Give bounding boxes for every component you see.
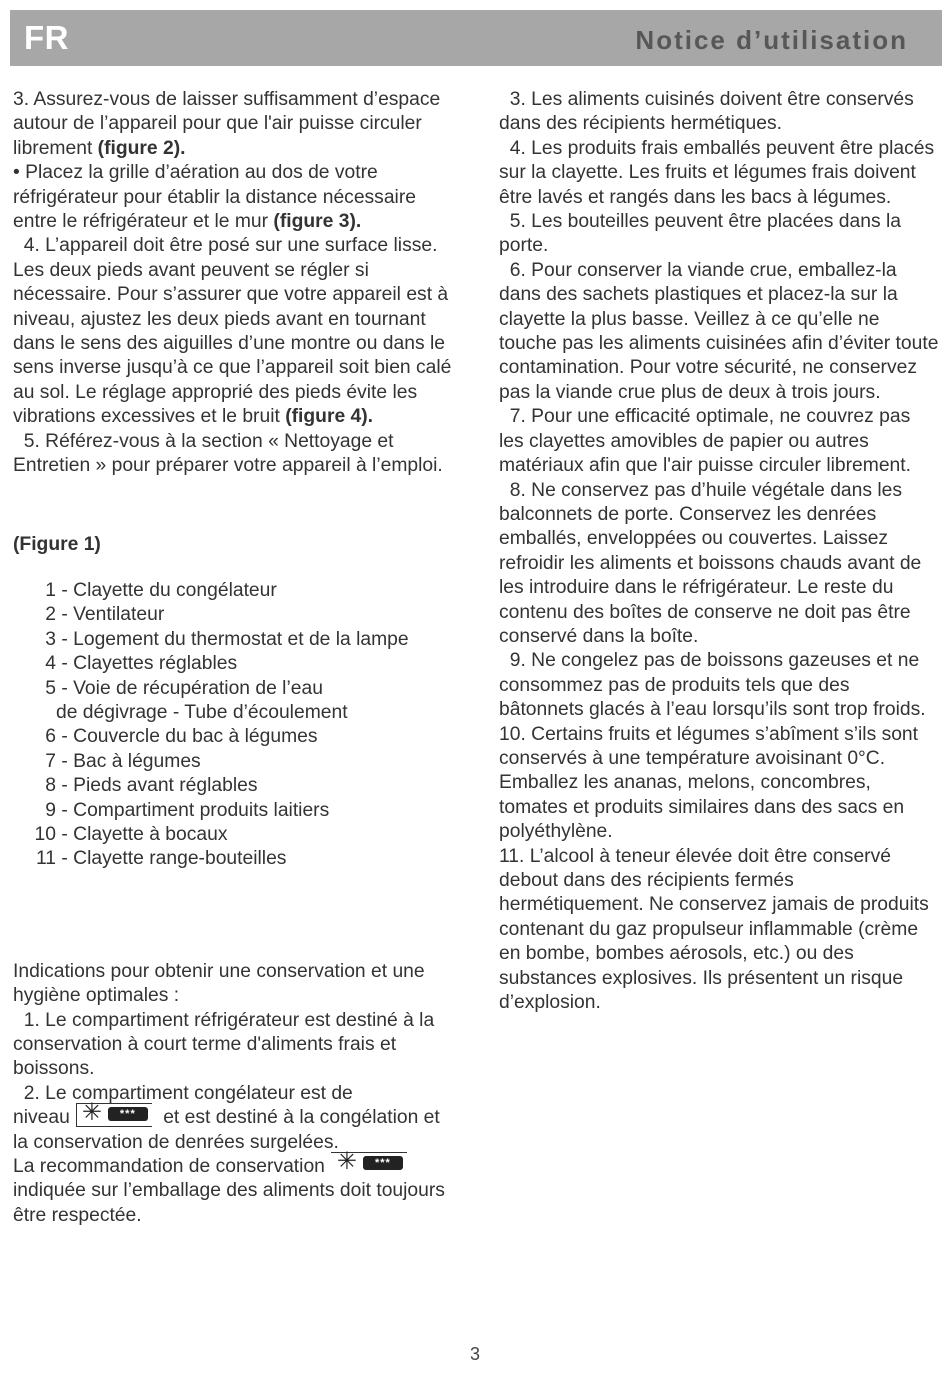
figure-ref: (figure 2). (97, 137, 186, 159)
right-column (499, 88, 939, 1015)
indication-3: La recommandation de conservation ✳ *** indiquée sur l’emballage des aliments doit toujours être respectée. (13, 1147, 445, 1226)
paragraph-9: 9. Ne congelez pas de boissons gazeuses et ne consommez pas de produits tels que des bâtonnets glacés à l’eau lorsqu’ils sont trop froids. (499, 650, 926, 721)
legend-item: 8 - Pieds avant réglables (45, 775, 258, 797)
page-number: 3 (469, 1344, 480, 1364)
legend-item: 10 - Clayette à bocaux (34, 823, 228, 845)
paragraph-3: 3. Les aliments cuisinés doivent être conservés dans des récipients hermétiques. (499, 89, 914, 135)
figure-legend (13, 579, 453, 872)
freezer-star-rating-icon: ✳ *** (76, 1103, 152, 1127)
paragraph-nettoyage: 5. Référez-vous à la section « Nettoyage et Entretien » pour préparer votre appareil à l’emploi. (13, 430, 443, 477)
paragraph-ventilation: 3. Assurez-vous de laisser suffisamment d’espace autour de l’appareil pour que l'air puisse circuler librement (figure 2). (13, 89, 441, 159)
indication-1: 1. Le compartiment réfrigérateur est destiné à la conservation à court terme d'aliments frais et boissons. (13, 1009, 435, 1080)
legend-item: 2 - Ventilateur (45, 604, 165, 626)
legend-item: 9 - Compartiment produits laitiers (45, 799, 330, 821)
legend-item-continued: de dégivrage - Tube d’écoulement (56, 701, 348, 723)
indication-2: 2. Le compartiment congélateur est de niveau ✳ *** et est destiné à la congélation et la conservation de denrées surgelées. (13, 1082, 440, 1153)
paragraph-10: 10. Certains fruits et légumes s’abîment s’ils sont conservés à une température avoisinant 0°C. Emballez les ananas, melons, concombres, tomates et produits similaires dans des sacs en polyéthylène. (499, 723, 919, 843)
legend-item: 6 - Couvercle du bac à légumes (45, 726, 318, 748)
paragraph-4: 4. Les produits frais emballés peuvent être placés sur la clayette. Les fruits et légumes frais doivent être lavés et rangés dans les bacs à légumes. (499, 137, 935, 208)
document-title: Notice d’utilisation (635, 25, 908, 55)
paragraph-5: 5. Les bouteilles peuvent être placées dans la porte. (499, 211, 901, 257)
language-code: FR (24, 19, 69, 56)
indications-intro: Indications pour obtenir une conservation et une hygiène optimales : (13, 960, 425, 1007)
paragraph-8: 8. Ne conservez pas d’huile végétale dans les balconnets de porte. Conservez les denrées emballés, enveloppées ou couvertes. Laissez refroidir les aliments et boissons chauds avant de les introduire dans le réfrigérateur. Le reste du contenu des boîtes de conserve ne doit pas être conservé dans la boîte. (499, 479, 922, 647)
legend-item: 5 - Voie de récupération de l’eau (45, 677, 323, 699)
legend-item: 7 - Bac à légumes (45, 750, 201, 772)
paragraph-6: 6. Pour conserver la viande crue, emballez-la dans des sachets plastiques et placez-la sur la clayette la plus basse. Veillez à ce qu’elle ne touche pas les aliments cuisinées afin d’éviter toute contamination. Pour votre sécurité, ne conservez pas la viande crue plus de deux à trois jours. (499, 259, 939, 403)
figure-ref: (figure 4). (285, 406, 374, 428)
figure-label: (Figure 1) (13, 533, 101, 555)
page-header (10, 10, 942, 66)
legend-item: 1 - Clayette du congélateur (45, 579, 277, 601)
paragraph-7: 7. Pour une efficacité optimale, ne couvrez pas les clayettes amovibles de papier ou autres matériaux afin que l'air puisse circuler librement. (499, 406, 911, 477)
legend-item: 4 - Clayettes réglables (45, 653, 238, 675)
freezer-star-rating-icon: ✳ *** (331, 1152, 407, 1176)
legend-item: 11 - Clayette range-bouteilles (35, 848, 287, 870)
paragraph-grille: • Placez la grille d’aération au dos de votre réfrigérateur pour établir la distance nécessaire entre le réfrigérateur et le mur (figure 3). (13, 162, 416, 233)
legend-item: 3 - Logement du thermostat et de la lampe (45, 628, 409, 650)
left-column (13, 88, 453, 1228)
paragraph-pieds: 4. L’appareil doit être posé sur une surface lisse. Les deux pieds avant peuvent se régler si nécessaire. Pour s’assurer que votre appareil est à niveau, ajustez les deux pieds avant en tournant dans le sens des aiguilles d’une montre ou dans le sens inverse jusqu’à ce que l’appareil soit bien calé au sol. Le réglage approprié des pieds évite les vibrations excessives et le bruit (figure 4). (13, 235, 452, 428)
figure-ref: (figure 3). (273, 211, 362, 233)
paragraph-11: 11. L’alcool à teneur élevée doit être conservé debout dans des récipients fermés hermétiquement. Ne conservez jamais de produits contenant du gaz propulseur inflammable (crème en bombe, bombes aérosols, etc.) ou des substances explosives. Ils présentent un risque d’explosion. (499, 845, 929, 1014)
